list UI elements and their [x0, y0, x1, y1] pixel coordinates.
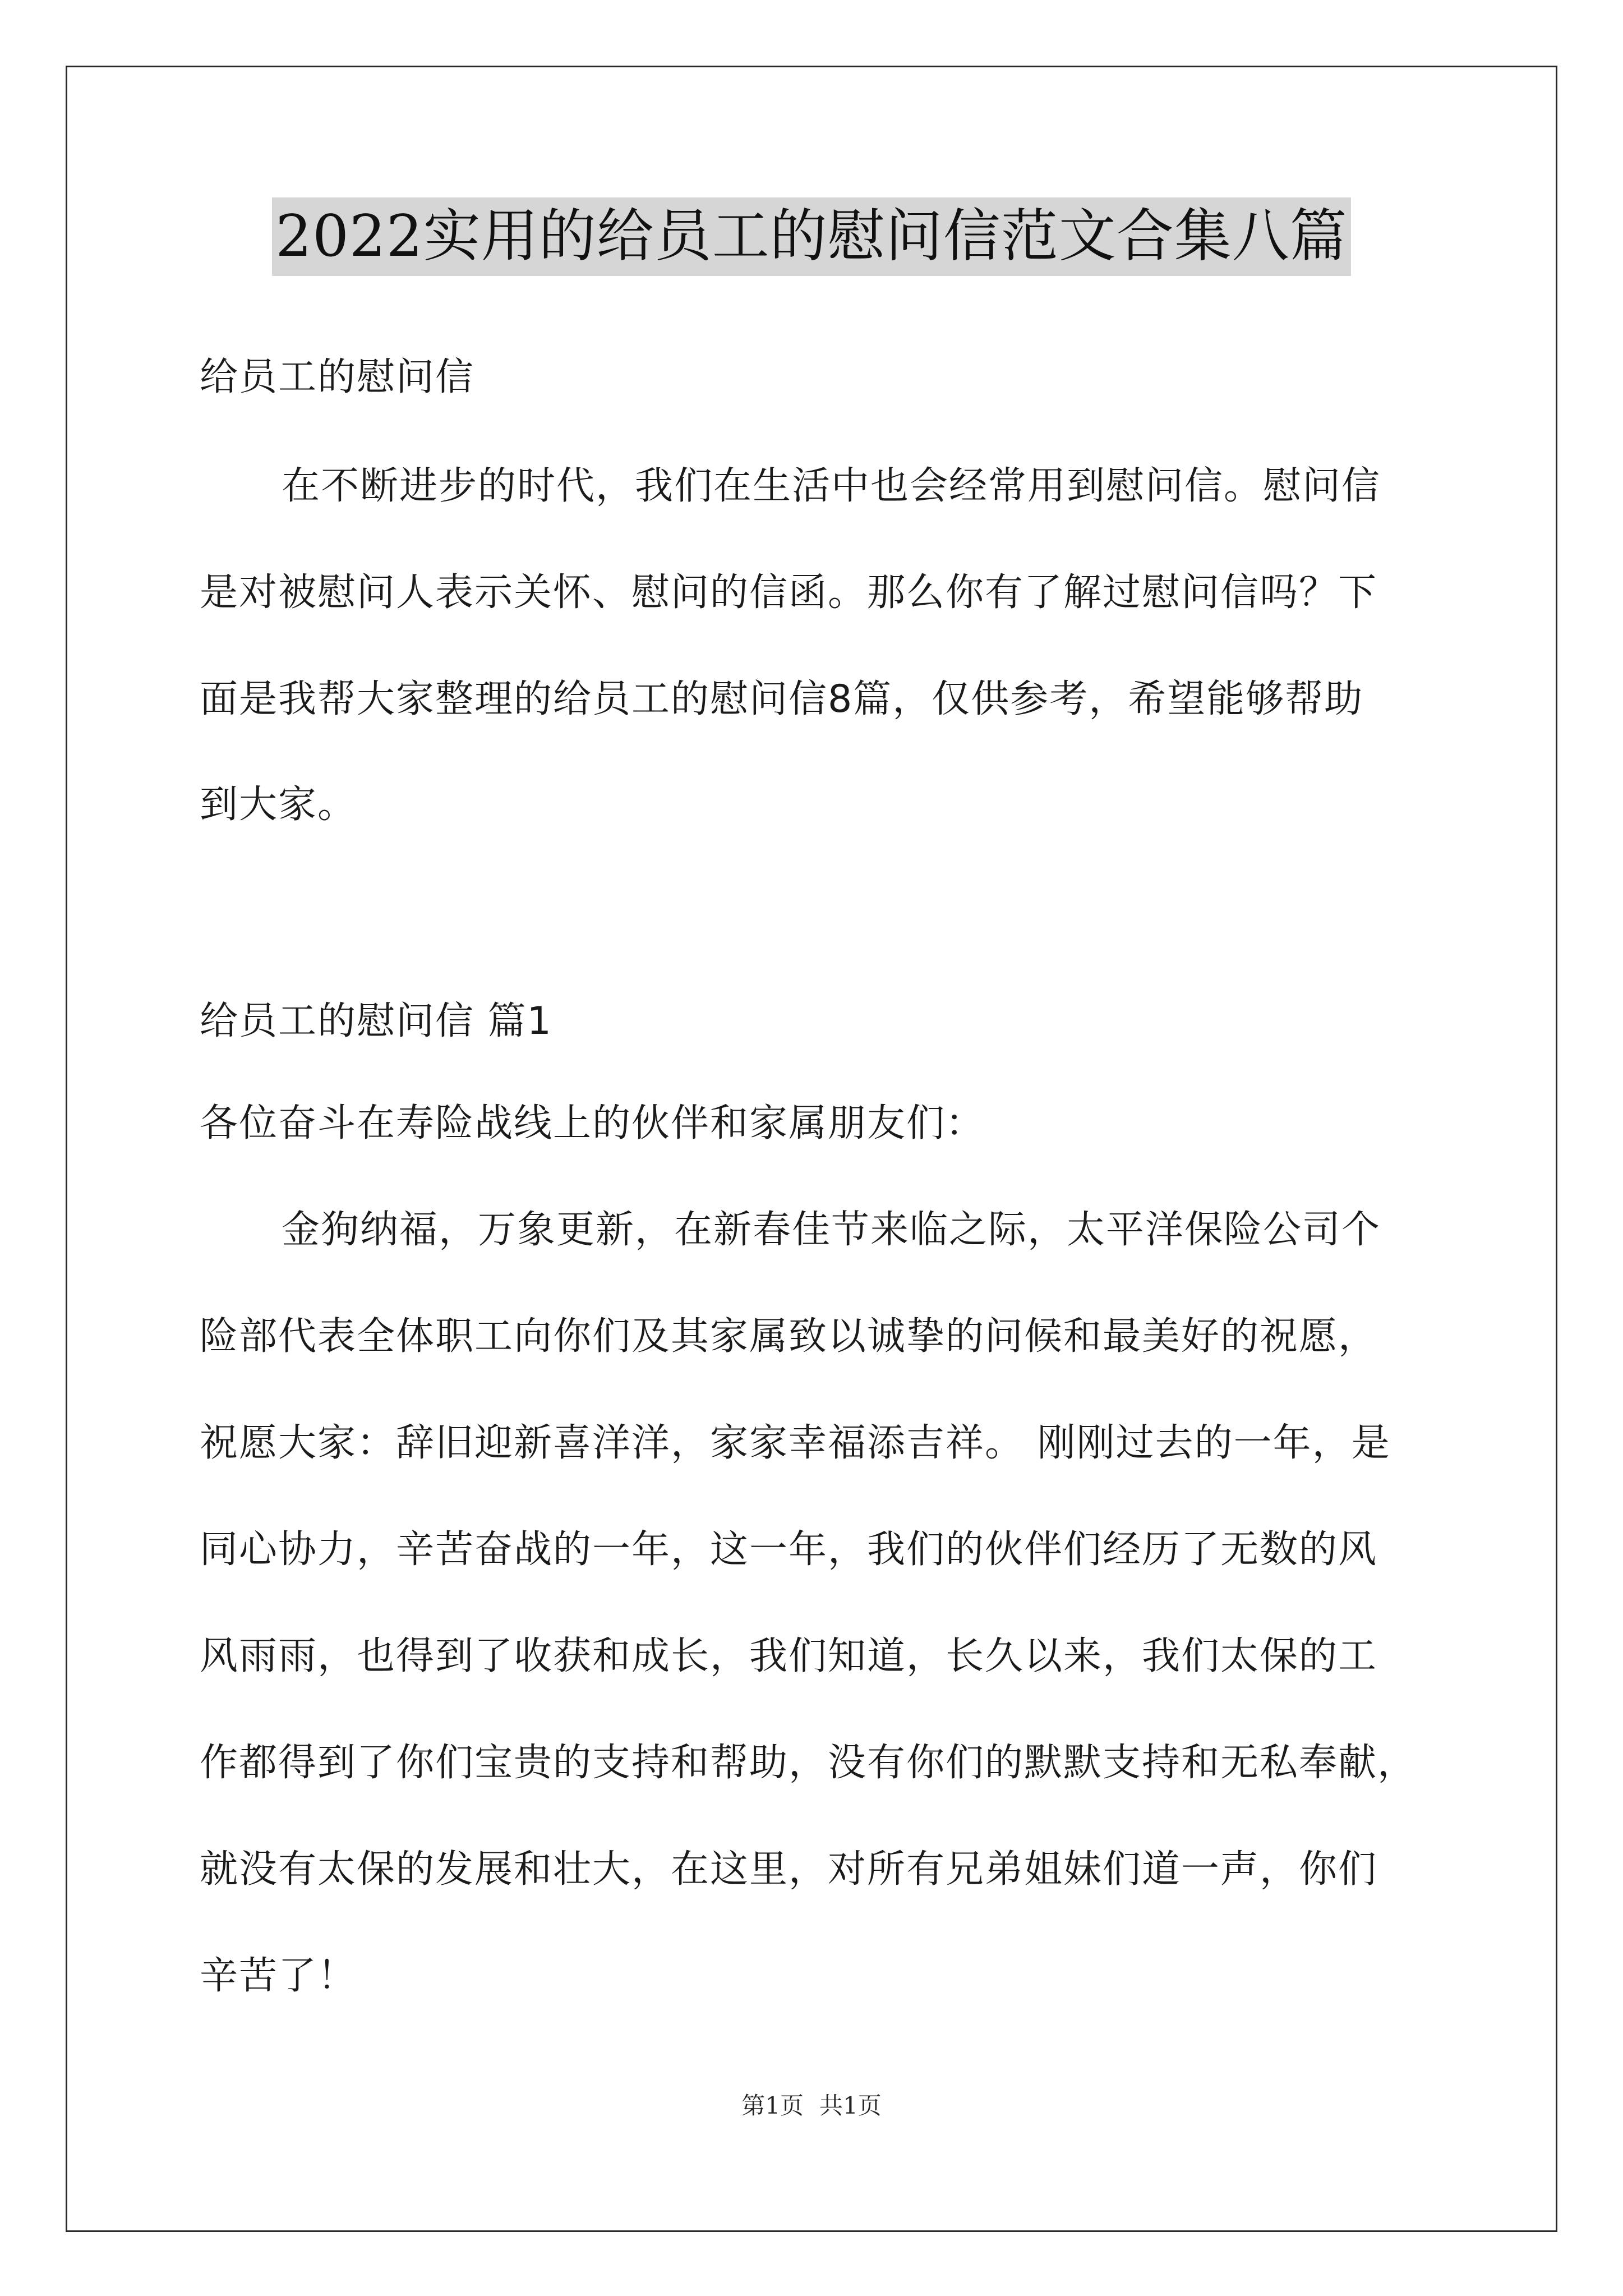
salutation: 各位奋斗在寿险战线上的伙伴和家属朋友们：	[200, 1101, 985, 1145]
body-line: 就没有太保的发展和壮大，在这里，对所有兄弟姐妹们道一声，你们	[200, 1847, 1378, 1892]
page-number: 第1页	[741, 2092, 804, 2119]
body-line: 风雨雨，也得到了收获和成长，我们知道，长久以来，我们太保的工	[200, 1634, 1378, 1678]
body-line: 辛苦了！	[200, 1954, 357, 1998]
body-line: 同心协力，辛苦奋战的一年，这一年，我们的伙伴们经历了无数的风	[200, 1527, 1378, 1572]
section-heading: 给员工的慰问信 篇1	[200, 999, 552, 1043]
body-line: 作都得到了你们宝贵的支持和帮助，没有你们的默默支持和无私奉献，	[200, 1741, 1417, 1785]
body-line: 祝愿大家：辞旧迎新喜洋洋，家家幸福添吉祥。 刚刚过去的一年，是	[200, 1421, 1391, 1465]
page-footer	[0, 2090, 1623, 2122]
page-total: 共1页	[819, 2092, 882, 2119]
body-line: 险部代表全体职工向你们及其家属致以诚挚的问候和最美好的祝愿，	[200, 1314, 1378, 1359]
intro-heading: 给员工的慰问信	[200, 355, 475, 399]
intro-line: 是对被慰问人表示关怀、慰问的信函。那么你有了解过慰问信吗？下	[200, 570, 1378, 615]
title-container	[0, 197, 1623, 276]
intro-line: 在不断进步的时代，我们在生活中也会经常用到慰问信。慰问信	[282, 464, 1381, 508]
intro-line: 面是我帮大家整理的给员工的慰问信8篇，仅供参考，希望能够帮助	[200, 677, 1364, 721]
document-title: 2022实用的给员工的慰问信范文合集八篇	[272, 197, 1351, 276]
body-line: 金狗纳福，万象更新，在新春佳节来临之际，太平洋保险公司个	[282, 1208, 1381, 1252]
intro-line: 到大家。	[200, 783, 357, 827]
